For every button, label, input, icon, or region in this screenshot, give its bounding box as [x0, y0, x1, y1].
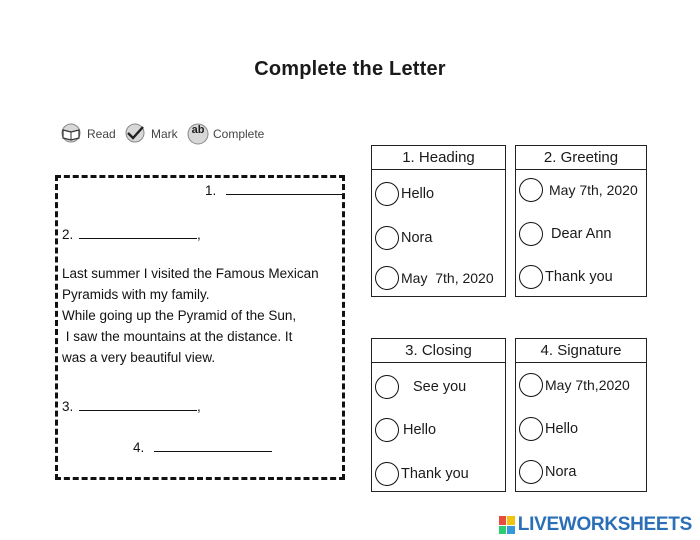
option-label: Hello [403, 422, 437, 438]
radio-circle[interactable] [519, 178, 543, 202]
option-thank-you[interactable] [519, 263, 613, 291]
option-see-you[interactable] [375, 373, 466, 401]
heading-options-box [371, 145, 506, 297]
option-label: Thank you [401, 466, 469, 482]
option-dear-ann[interactable] [519, 220, 611, 248]
instruction-mark [122, 120, 178, 148]
blank-1-label: 1. [205, 183, 217, 198]
abc-icon-text: ab [191, 124, 205, 136]
blank-2-label: 2. [62, 227, 74, 242]
box-closing-title: 3. Closing [372, 339, 505, 363]
letter-body-line: Pyramids with my family. [62, 287, 210, 302]
blank-3-line[interactable] [79, 396, 197, 411]
radio-circle[interactable] [519, 222, 543, 246]
option-label: May 7th, 2020 [401, 270, 494, 286]
checkmark-icon [122, 123, 148, 146]
option-date[interactable] [519, 371, 630, 399]
liveworksheets-logo-icon [499, 516, 515, 534]
instruction-mark-label: Mark [151, 127, 178, 141]
radio-circle[interactable] [519, 460, 543, 484]
radio-circle[interactable] [519, 265, 543, 289]
letter-body-line: was a very beautiful view. [62, 350, 216, 365]
book-icon [58, 123, 84, 146]
option-label: May 7th, 2020 [549, 182, 638, 198]
option-thank-you[interactable] [375, 460, 469, 488]
letter-heading-blank[interactable] [205, 180, 344, 201]
radio-circle[interactable] [375, 418, 399, 442]
box-signature-title: 4. Signature [516, 339, 646, 363]
radio-circle[interactable] [375, 182, 399, 206]
instruction-read [58, 120, 116, 148]
radio-circle[interactable] [519, 373, 543, 397]
option-hello[interactable] [375, 416, 436, 444]
radio-circle[interactable] [375, 266, 399, 290]
option-label: Thank you [545, 269, 613, 285]
instruction-complete [186, 120, 264, 148]
brand-name: LIVEWORKSHEETS [517, 514, 692, 535]
option-nora[interactable] [375, 224, 432, 252]
option-label: Dear Ann [551, 226, 612, 242]
letter-body [62, 263, 342, 368]
blank-2-line[interactable] [79, 224, 197, 239]
letter-greeting-blank[interactable]: 2. , [62, 224, 201, 245]
box-heading-title: 1. Heading [372, 146, 505, 170]
liveworksheets-logo [499, 514, 692, 536]
option-date[interactable] [375, 264, 494, 292]
closing-options-box [371, 338, 506, 492]
letter-closing-blank[interactable]: 3. , [62, 396, 201, 417]
greeting-options-box [515, 145, 647, 297]
instruction-complete-label: Complete [213, 127, 265, 141]
option-label: Nora [401, 230, 433, 246]
signature-options-box [515, 338, 647, 492]
blank-4-line[interactable] [154, 437, 272, 452]
letter-body-line: While going up the Pyramid of the Sun, [62, 308, 297, 323]
option-nora[interactable] [519, 458, 576, 486]
box-greeting-title: 2. Greeting [516, 146, 646, 170]
instruction-read-label: Read [87, 127, 116, 141]
letter-body-line: I saw the mountains at the distance. It [62, 329, 293, 344]
option-label: Hello [545, 421, 579, 437]
option-hello[interactable] [375, 180, 434, 208]
radio-circle[interactable] [375, 462, 399, 486]
option-label: Hello [401, 186, 435, 202]
blank-3-label: 3. [62, 399, 74, 414]
abc-icon [186, 123, 210, 145]
option-label: See you [413, 379, 467, 395]
letter-body-line: Last summer I visited the Famous Mexican [62, 266, 319, 281]
blank-1-line[interactable] [226, 180, 344, 195]
page-title: Complete the Letter [254, 58, 446, 80]
radio-circle[interactable] [375, 375, 399, 399]
option-date[interactable] [519, 176, 638, 204]
blank-4-label: 4. [133, 440, 145, 455]
radio-circle[interactable] [519, 417, 543, 441]
letter-signature-blank[interactable] [133, 437, 272, 458]
option-hello[interactable] [519, 415, 578, 443]
option-label: May 7th,2020 [545, 377, 630, 393]
radio-circle[interactable] [375, 226, 399, 250]
option-label: Nora [545, 464, 577, 480]
